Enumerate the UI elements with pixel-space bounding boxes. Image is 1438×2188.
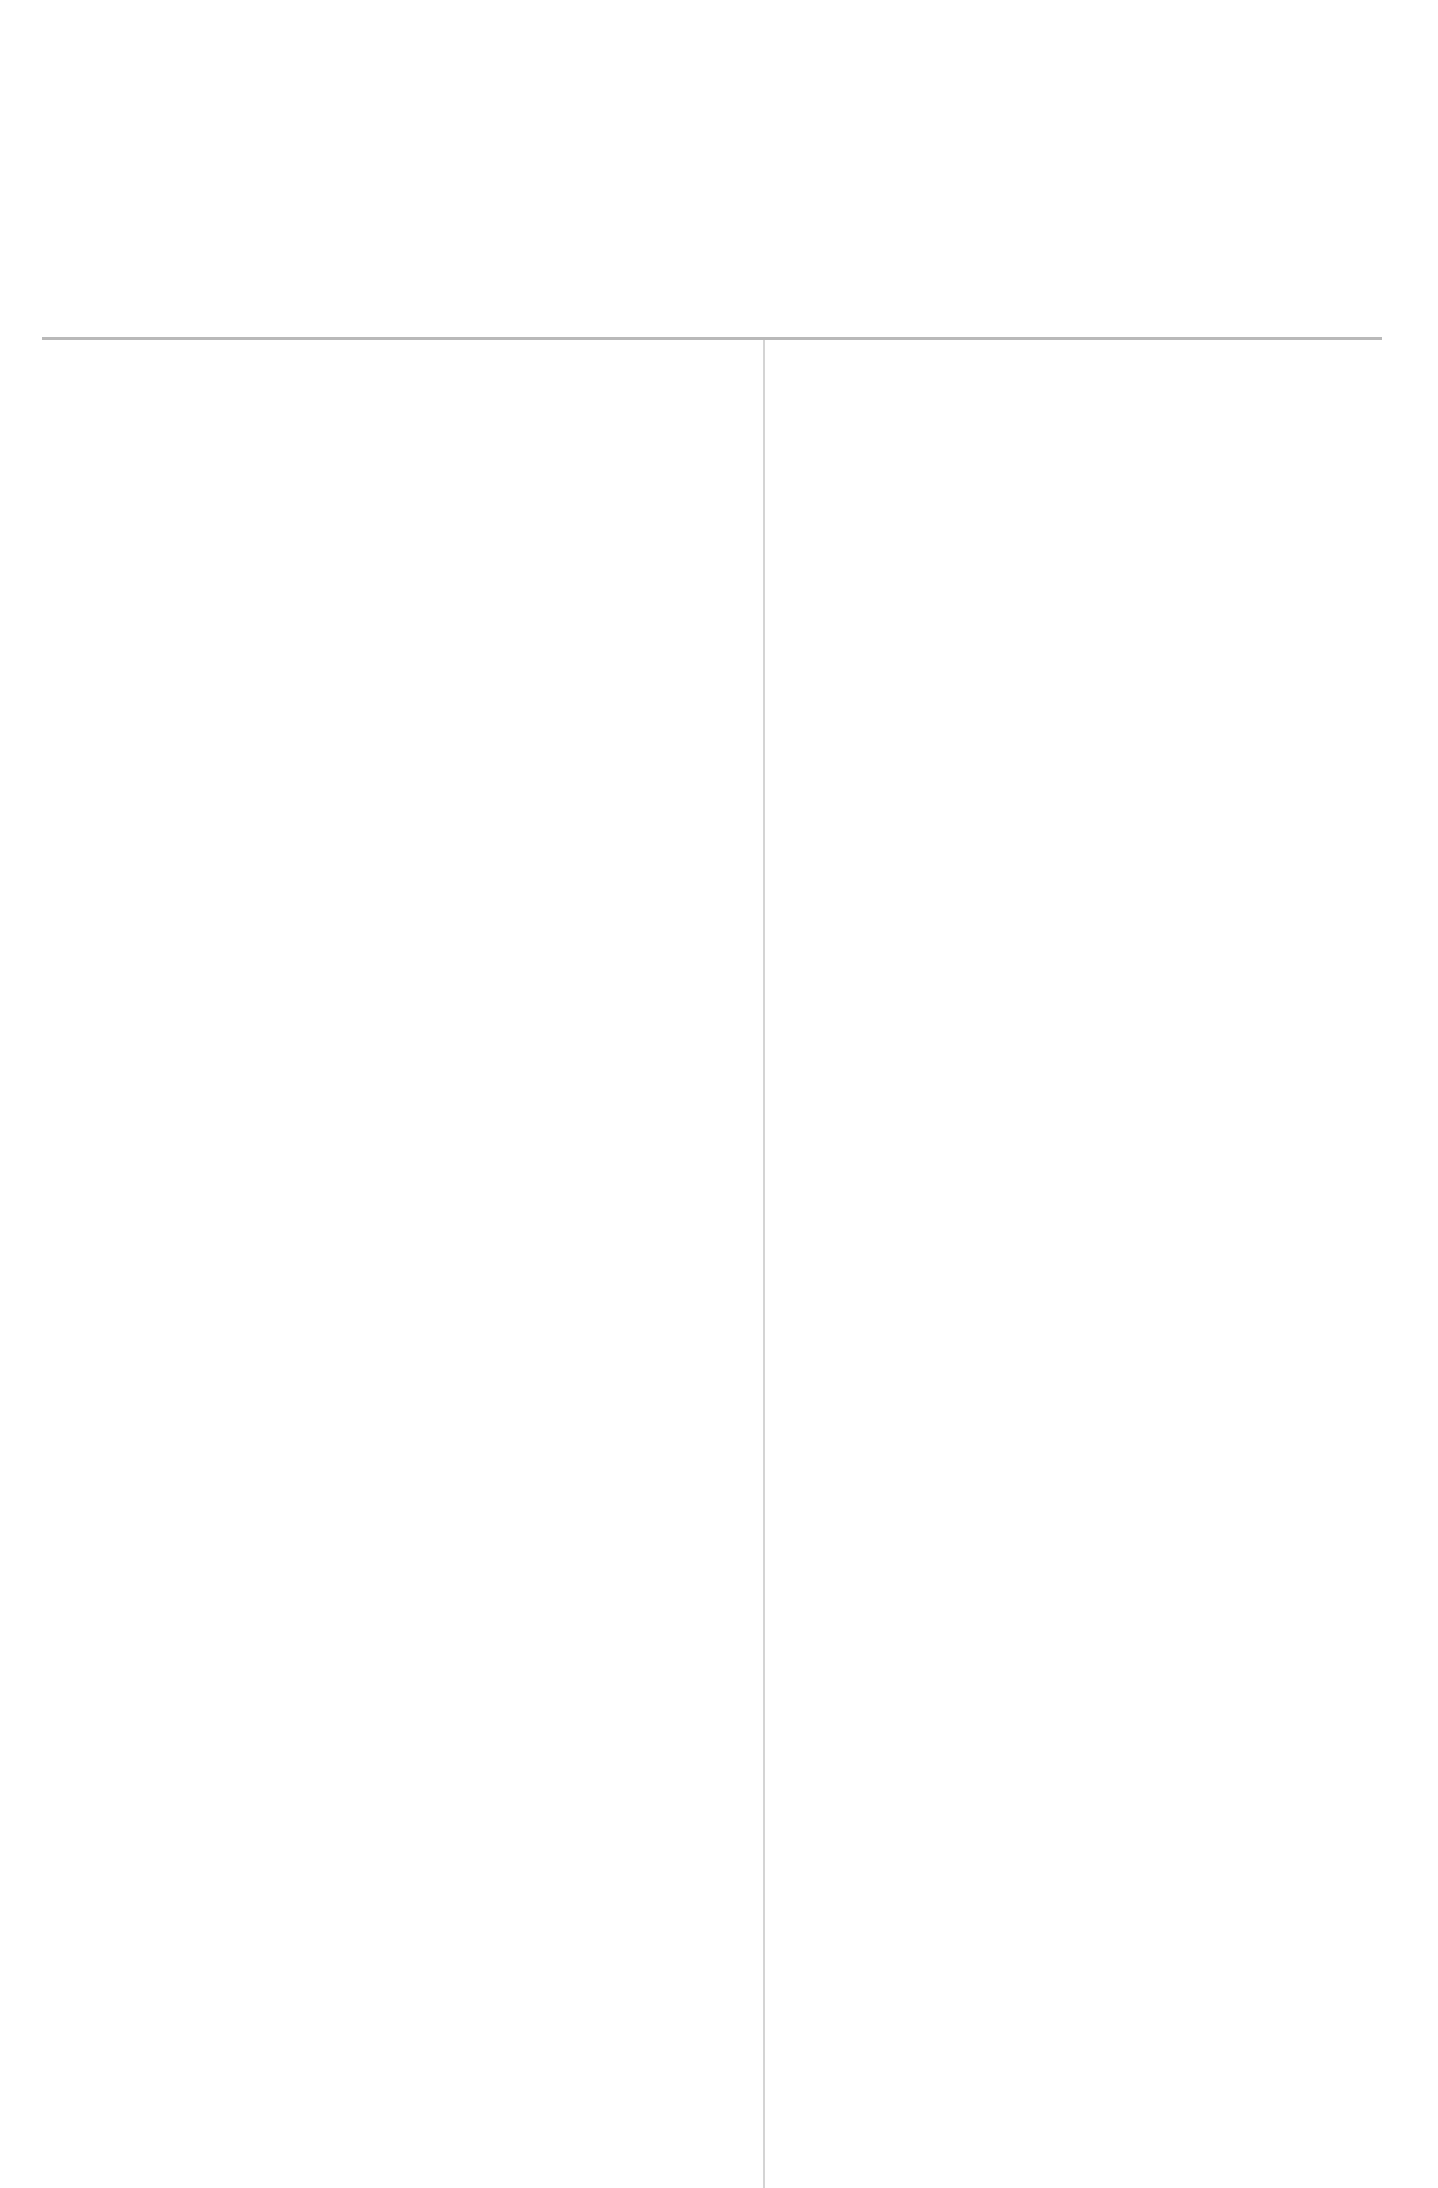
- column-divider: [763, 340, 765, 2188]
- header-divider: [42, 337, 1382, 340]
